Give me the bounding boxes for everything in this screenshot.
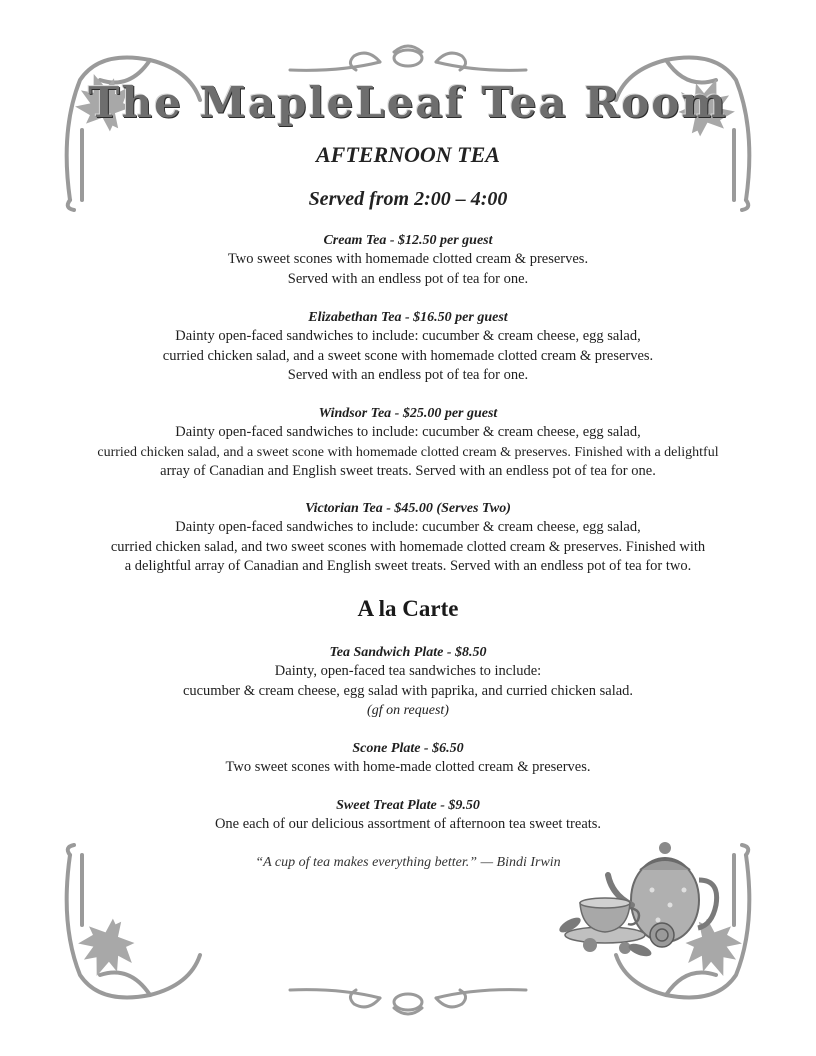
menu-item (40, 308, 776, 386)
menu-item-title: Victorian Tea - $45.00 (Serves Two) (305, 501, 511, 516)
menu-item-line: Dainty open-faced sandwiches to include: cucumber & cream cheese, egg salad, (175, 328, 641, 344)
menu-item-line: Served with an endless pot of tea for one. (287, 367, 529, 383)
menu-item-line: Two sweet scones with home-made clotted cream & preserves. (225, 759, 591, 775)
scroll-ornament-icon (290, 46, 526, 70)
menu-item-title: Scone Plate - $6.50 (352, 741, 464, 756)
page-title: The MapleLeaf Tea Room (88, 78, 728, 127)
menu-item-line: Dainty, open-faced tea sandwiches to include: (274, 663, 542, 679)
menu-item-title: Tea Sandwich Plate - $8.50 (329, 645, 487, 660)
section-heading-a-la-carte: A la Carte (357, 596, 459, 621)
menu-item-title: Cream Tea - $12.50 per guest (323, 233, 493, 248)
menu-item-title: Windsor Tea - $25.00 per guest (318, 406, 498, 421)
quote: “A cup of tea makes everything better.” — Bindi Irwin (255, 855, 561, 870)
menu-item-line: array of Canadian and English sweet treats. Served with an endless pot of tea for one. (160, 463, 656, 479)
menu-item-line: Two sweet scones with homemade clotted cream & preserves. (227, 251, 589, 267)
menu-item-line: a delightful array of Canadian and English sweet treats. Served with an endless pot of tea for two. (124, 558, 692, 574)
scroll-ornament-icon (290, 990, 526, 1014)
menu-item-line: curried chicken salad, and two sweet scones with homemade clotted cream & preserves. Finished with (110, 538, 706, 555)
menu-item (40, 499, 776, 577)
menu-item-note: (gf on request) (367, 703, 449, 718)
menu-item-line: curried chicken salad, and a sweet scone with homemade clotted cream & preserves. (162, 347, 654, 364)
menu-item-line: curried chicken salad, and a sweet scone with homemade clotted cream & preserves. Finished with a delightful (97, 444, 719, 460)
menu-item (40, 739, 776, 778)
menu-item (40, 231, 776, 289)
menu-item (40, 643, 776, 720)
service-hours: Served from 2:00 – 4:00 (308, 188, 508, 210)
menu-item-line: Dainty open-faced sandwiches to include: cucumber & cream cheese, egg salad, (175, 424, 641, 440)
menu-item-line: One each of our delicious assortment of afternoon tea sweet treats. (214, 816, 602, 832)
menu-item-line: cucumber & cream cheese, egg salad with paprika, and curried chicken salad. (182, 682, 634, 699)
menu-item-title: Elizabethan Tea - $16.50 per guest (308, 310, 508, 325)
menu-item (40, 404, 776, 482)
menu-item-line: Served with an endless pot of tea for one. (287, 270, 529, 287)
menu-item (40, 796, 776, 835)
section-heading-afternoon-tea: AFTERNOON TEA (316, 142, 500, 167)
menu-item-line: Dainty open-faced sandwiches to include: cucumber & cream cheese, egg salad, (175, 519, 641, 535)
menu-item-title: Sweet Treat Plate - $9.50 (336, 798, 480, 813)
